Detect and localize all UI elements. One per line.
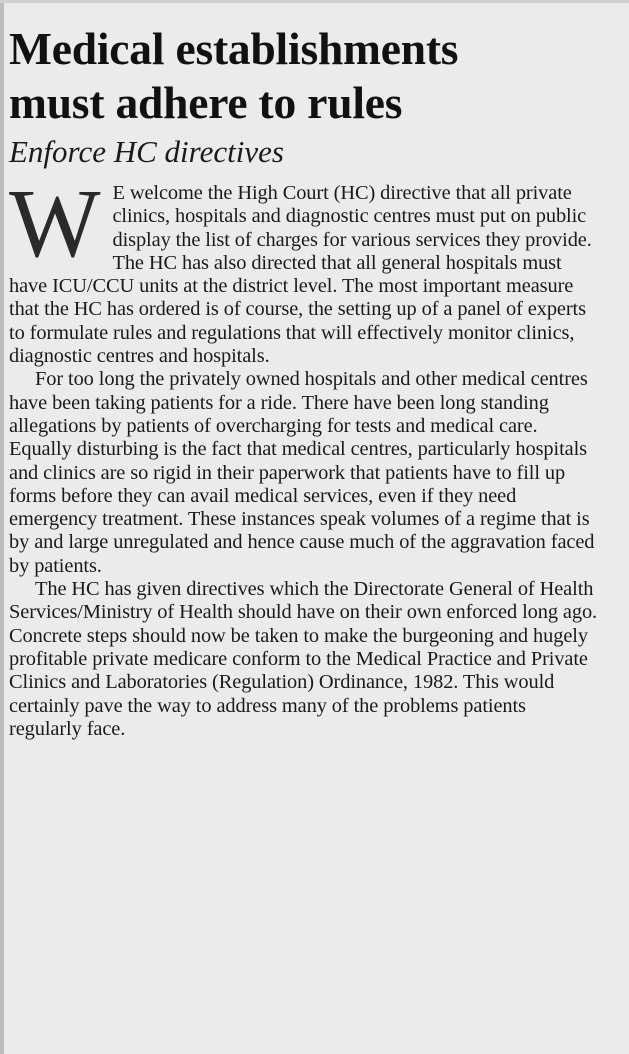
paragraph-1-text: E welcome the High Court (HC) directive that all private clinics, hospitals and diagnostic centres must put on public display the list of charges for various services they provide. The HC has also directed that all general hospitals must have ICU/CCU units at the district level. The most important measure that the HC has ordered is of course, the setting up of a panel of experts to formulate rules and regulations that will effectively monitor clinics, diagnostic centres and hospitals. (9, 182, 592, 368)
paragraph-3: The HC has given directives which the Directorate General of Health Services/Ministry of Health should have on their own enforced long ago. Concrete steps should now be taken to make the burgeoning and hugely profitable private medicare conform to the Medical Practice and Private Clinics and Laboratories (Regulation) Ordinance, 1982. This would certainly pave the way to address many of the problems patients regularly face. (9, 578, 598, 740)
subheadline: Enforce HC directives (9, 134, 284, 169)
headline-line-1: Medical establishments (9, 23, 459, 74)
headline-line-2: must adhere to rules (9, 77, 403, 128)
page-edge-top (0, 0, 629, 3)
paragraph-1 (9, 170, 603, 368)
drop-cap: W (9, 170, 101, 277)
page-edge-left (0, 0, 4, 1054)
headline (9, 22, 603, 130)
article-body (9, 170, 603, 741)
paragraph-2: For too long the privately owned hospitals and other medical centres have been taking patients for a ride. There have been long standing allegations by patients of overcharging for tests and medical care. Equally disturbing is the fact that medical centres, particularly hospitals and clinics are so rigid in their paperwork that patients have to fill up forms before they can avail medical services, even if they need emergency treatment. These instances speak volumes of a regime that is by and large unregulated and hence cause much of the aggravation faced by patients. (9, 368, 595, 577)
